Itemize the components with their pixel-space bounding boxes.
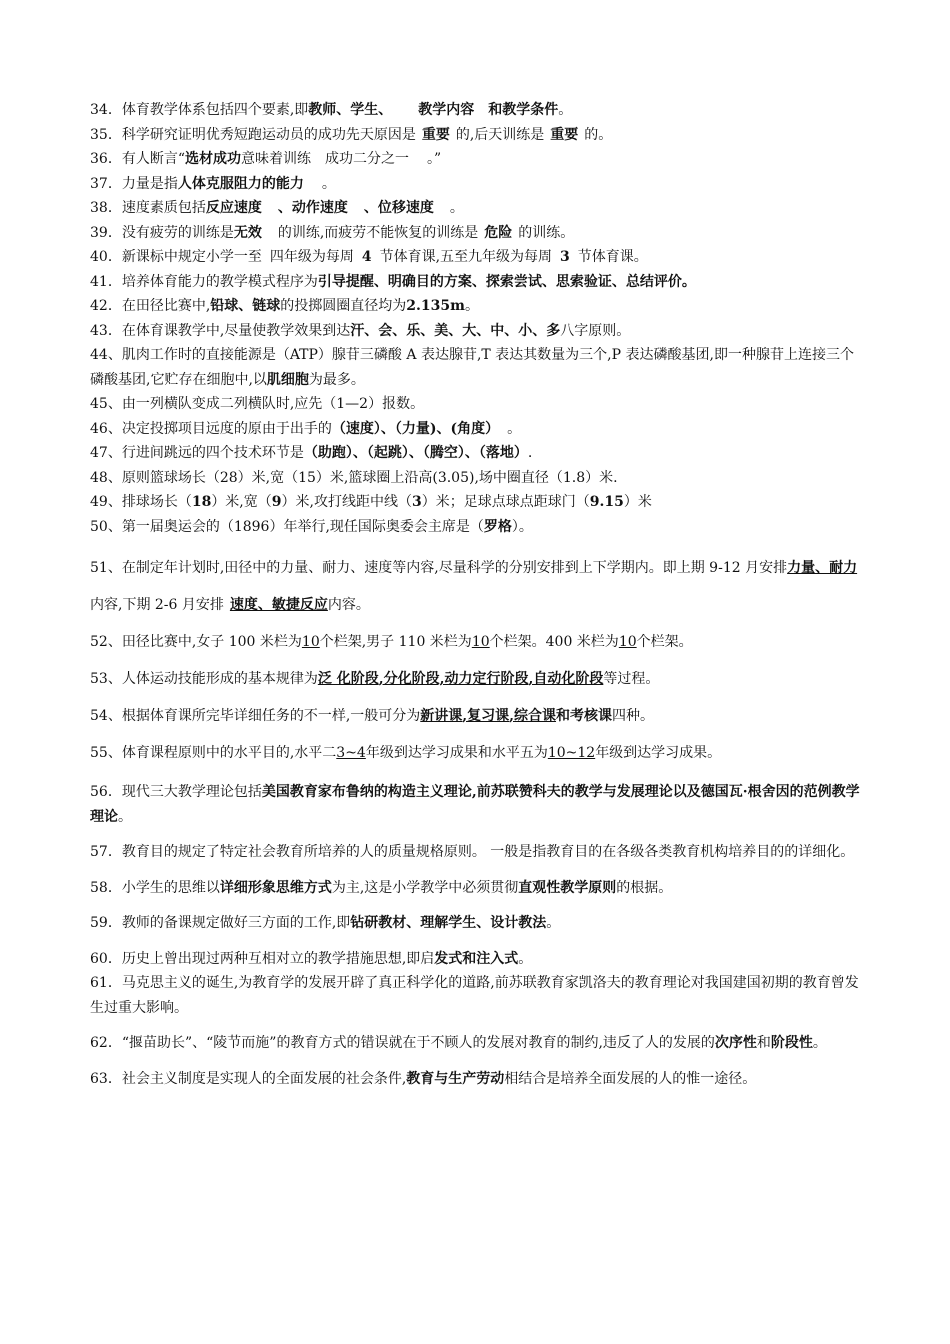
question-38: 38．速度素质包括反应速度 、动作速度 、位移速度 。 xyxy=(90,200,464,216)
question-40: 40．新课标中规定小学一至 四年级为每周 4 节体育课,五至九年级为每周 3 节体育课。 xyxy=(90,249,648,265)
question-63: 63．社会主义制度是实现人的全面发展的社会条件,教育与生产劳动相结合是培养全面发展的人的惟一途径。 xyxy=(90,1070,757,1087)
question-55: 55、体育课程原则中的水平目的,水平二3~4年级到达学习成果和水平五为10~12年级到达学习成果。 xyxy=(90,745,722,761)
question-36: 36．有人断言“选材成功意味着训练 成功二分之一 。” xyxy=(90,151,442,167)
question-35: 35．科学研究证明优秀短跑运动员的成功先天原因是 重要 的,后天训练是 重要 的。 xyxy=(90,126,613,143)
question-47: 47、行进间跳远的四个技术环节是（助跑）、（起跳）、（腾空）、（落地）. xyxy=(90,445,533,461)
question-43: 43．在体育课教学中,尽量使教学效果到达汗、会、乐、美、大、中、小、多八字原则。 xyxy=(90,322,631,339)
question-48: 48、原则篮球场长（28）米,宽（15）米,篮球圈上沿高(3.05),场中圈直径（1.8）米. xyxy=(90,469,618,486)
question-62: 62．“揠苗助长”、“陵节而施”的教育方式的错误就在于不顾人的发展对教育的制约,违反了人的发展的次序性和阶段性。 xyxy=(90,1035,827,1051)
question-34: 34．体育教学体系包括四个要素,即教师、学生、 教学内容 和教学条件。 xyxy=(90,102,573,118)
question-45: 45、由一列横队变成二列横队时,应先（1—2）报数。 xyxy=(90,396,425,412)
question-49: 49、排球场长（18）米,宽（9）米,攻打线距中线（3）米；足球点球点距球门（9.15）米 xyxy=(90,494,652,510)
question-58: 58．小学生的思维以详细形象思维方式为主,这是小学教学中必须贯彻直观性教学原则的根据。 xyxy=(90,879,673,896)
question-51: 51、在制定年计划时,田径中的力量、耐力、速度等内容,尽量科学的分别安排到上下学期内。即上期 9-12 月安排力量、耐力内容,下期 2-6 月安排 速度、敏捷反应内容。 xyxy=(90,560,858,613)
question-60: 60．历史上曾出现过两种互相对立的教学措施思想,即启发式和注入式。 xyxy=(90,950,533,967)
question-57: 57．教育目的规定了特定社会教育所培养的人的质量规格原则。 一般是指教育目的在各级各类教育机构培养目的的详细化。 xyxy=(90,844,855,860)
question-54: 54、根据体育课所完毕详细任务的不一样,一般可分为新讲课,复习课,综合课和考核课四种。 xyxy=(90,708,655,724)
question-46: 46、决定投掷项目远度的原由于出手的（速度）、（力量)、(角度） 。 xyxy=(90,420,522,437)
question-50: 50、第一届奥运会的（1896）年举行,现任国际奥委会主席是（罗格）。 xyxy=(90,518,533,535)
question-37: 37．力量是指人体克服阻力的能力 。 xyxy=(90,175,336,192)
question-52: 52、田径比赛中,女子 100 米栏为10个栏架,男子 110 米栏为10个栏架。400 米栏为10个栏架。 xyxy=(90,634,693,650)
question-41: 41．培养体育能力的教学模式程序为引导提醒、明确目的方案、探索尝试、思索验证、总结评价。 xyxy=(90,273,696,290)
question-53: 53、人体运动技能形成的基本规律为泛 化阶段,分化阶段,动力定行阶段,自动化阶段等过程。 xyxy=(90,671,660,687)
question-61: 61．马克思主义的诞生,为教育学的发展开辟了真正科学化的道路,前苏联教育家凯洛夫的教育理论对我国建国初期的教育曾发生过重大影响。 xyxy=(90,975,859,1016)
question-56: 56．现代三大教学理论包括美国教育家布鲁纳的构造主义理论,前苏联赞科夫的教学与发展理论以及德国瓦·根舍因的范例教学理论。 xyxy=(90,784,860,825)
question-59: 59．教师的备课规定做好三方面的工作,即钻研教材、理解学生、设计教法。 xyxy=(90,915,561,931)
question-44: 44、肌肉工作时的直接能源是（ATP）腺苷三磷酸 A 表达腺苷,T 表达其数量为三个,P 表达磷酸基团,即一种腺苷上连接三个磷酸基团,它贮存在细胞中,以肌细胞为最多。 xyxy=(90,347,854,388)
question-42: 42．在田径比赛中,铅球、链球的投掷圆圈直径均为2.135m。 xyxy=(90,298,479,314)
question-39: 39．没有疲劳的训练是无效 的训练,而疲劳不能恢复的训练是 危险 的训练。 xyxy=(90,224,575,241)
